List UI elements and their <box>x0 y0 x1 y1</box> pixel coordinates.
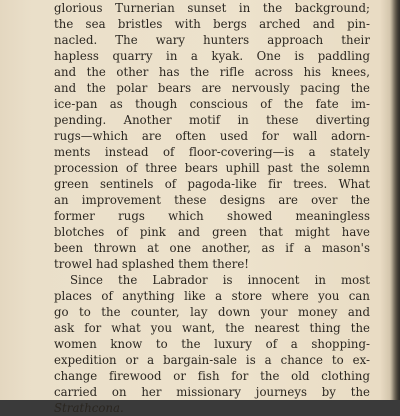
binding-shadow <box>390 0 400 400</box>
text-line: go to the counter, lay down your money and <box>54 305 370 319</box>
text-line: nacled. The wary hunters approach their <box>54 33 370 47</box>
page-text <box>54 0 370 416</box>
text-line: ments instead of floor-covering—is a stately <box>54 145 370 159</box>
text-line: and the polar bears are nervously pacing the <box>54 81 370 95</box>
text-line: glorious Turnerian sunset in the background; <box>54 1 370 15</box>
text-line: procession of three bears uphill past the solemn <box>54 161 370 175</box>
text-line: rugs—which are often used for wall adorn- <box>54 129 370 143</box>
text-line: trowel had splashed them there! <box>54 257 250 271</box>
text-line: ice-pan as though conscious of the fate im- <box>54 97 370 111</box>
text-line: and the other has the rifle across his knees, <box>54 65 370 79</box>
text-line: women know to the luxury of a shopping- <box>54 337 370 351</box>
paragraph-2 <box>54 272 370 416</box>
text-line: an improvement these designs are over the <box>54 193 370 207</box>
text-line: change firewood or fish for the old clothing <box>54 369 370 383</box>
text-line: former rugs which showed meaningless <box>54 209 370 223</box>
text-line: carried on her missionary journeys by the <box>54 385 370 399</box>
text-line: blotches of pink and green that might have <box>54 225 370 239</box>
text-line: Since the Labrador is innocent in most <box>70 273 370 287</box>
text-line: ask for what you want, the nearest thing the <box>54 321 370 335</box>
text-line: green sentinels of pagoda-like fir trees. What <box>54 177 370 191</box>
paragraph-1 <box>54 0 370 272</box>
text-line: been thrown at one another, as if a mason's <box>54 241 370 255</box>
text-line: places of anything like a store where you can <box>54 289 370 303</box>
text-line: expedition or a bargain-sale is a chance to ex- <box>54 353 370 367</box>
text-line: hapless quarry in a kyak. One is paddling <box>54 49 370 63</box>
text-line: pending. Another motif in these diverting <box>54 113 370 127</box>
text-line: the sea bristles with bergs arched and pin- <box>54 17 370 31</box>
text-line-italic: Strathcona. <box>54 401 124 415</box>
